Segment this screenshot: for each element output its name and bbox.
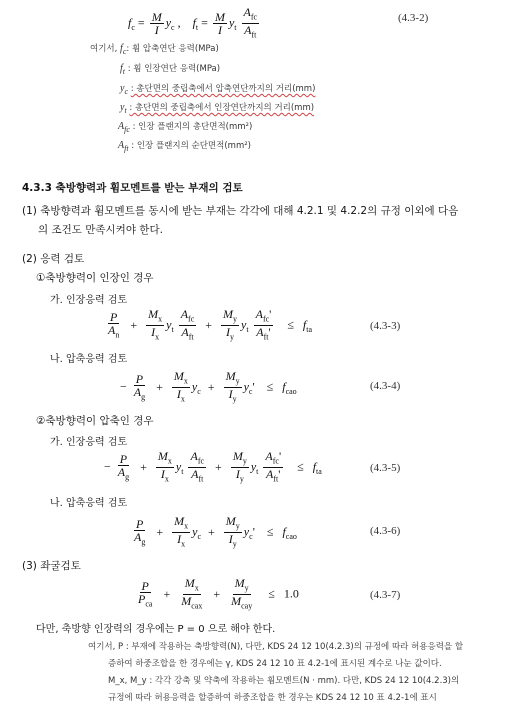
equation-number: (4.3-7) — [370, 589, 401, 601]
equation-4-3-7: $\frac{P}{P_{ca}}$ + $\frac{M_x}{M_{cax}}$ + $\frac{M_y}{M_{cay}}$ ≤ 1.0 — [138, 576, 299, 611]
equation-4-3-2: $f_c$ = $\frac{M}{I}$ $y_c$ , $f_t$ = $\frac{M}{I}$ $y_t$ $\frac{A_{fc}}{A_{ft}}$ — [128, 5, 258, 40]
legend-2-line-2: 증하여 하중조합을 한 경우에는 γ, KDS 24 12 10 표 4.2-1에 표시된 계수로 나눈 값이다. — [108, 659, 442, 669]
legend-item-text: : 인장 플랜지의 총단면적(mm²) — [132, 122, 253, 132]
equation-4-3-3: $\frac{P}{A_n}$ + $\frac{M_x}{I_x}$ $y_t$ $\frac{A_{fc}}{A_{ft}}$ + $\frac{M_y}{I_y}$ $y_t$ $\frac{A_{fc}'}{A_{ft}'}$ ≤ $f_{ta}$ — [108, 307, 313, 342]
equation-number: (4.3-4) — [370, 380, 401, 392]
legend-item: $A_{fc}$ : 인장 플랜지의 총단면적(mm²) — [118, 121, 253, 134]
legend-2-line-3: M_x, M_y : 각각 강축 및 약축에 작용하는 휨모멘트(N · mm). 다만, KDS 24 12 10(4.2.3)의 — [108, 676, 460, 686]
legend-item: $f_t$ : 휨 인장연단 응력(MPa) — [120, 63, 221, 76]
legend-item: $A_{ft}$ : 인장 플랜지의 순단면적(mm²) — [118, 140, 251, 153]
equation-number: (4.3-6) — [370, 525, 401, 537]
legend-item-text: : 총단면의 중립축에서 인장연단까지의 거리(mm) — [129, 103, 315, 113]
legend-item-text: : 휨 인장연단 응력(MPa) — [127, 64, 221, 74]
legend-item: $y_c$ : 총단면의 중립축에서 압축연단까지의 거리(mm) — [120, 83, 316, 96]
section-title: 4.3.3 축방향력과 휨모멘트를 받는 부재의 검토 — [22, 182, 243, 194]
legend-2-line-4: 규정에 따라 허용응력을 할증하여 하중조합을 한 경우는 KDS 24 12 10 표 4.2-1에 표시 — [108, 693, 437, 703]
legend-item-text: : 휨 압축연단 응력(MPa) — [126, 44, 219, 54]
paragraph-3-note: 다만, 축방향 인장력의 경우에는 P = 0 으로 해야 한다. — [36, 624, 276, 635]
legend-item: $y_t$ : 총단면의 중립축에서 인장연단까지의 거리(mm) — [120, 102, 315, 115]
legend-item-text: : 총단면의 중립축에서 압축연단까지의 거리(mm) — [130, 84, 316, 94]
case-1-tension-check: 가. 인장응력 검토 — [50, 295, 128, 306]
paragraph-1-line-2: 의 조건도 만족시켜야 한다. — [38, 224, 163, 236]
equation-number: (4.3-5) — [370, 462, 401, 474]
case-2-heading: ②축방향력이 압축인 경우 — [36, 415, 154, 427]
paragraph-1-line-1: (1) 축방향력과 휨모멘트를 동시에 받는 부재는 각각에 대해 4.2.1 및 4.2.2의 규정 이외에 다음 — [22, 205, 459, 217]
case-1-compression-check: 나. 압축응력 검토 — [50, 354, 128, 365]
paragraph-2: (2) 응력 검토 — [22, 253, 85, 265]
case-2-tension-check: 가. 인장응력 검토 — [50, 437, 128, 448]
legend-2-line-1: 여기서, P : 부재에 작용하는 축방향력(N), 다만, KDS 24 12 10(4.2.3)의 규정에 따라 허용응력을 할 — [88, 642, 464, 652]
case-2-compression-check: 나. 압축응력 검토 — [50, 498, 128, 509]
legend-intro: 여기서, $f_c$: 휨 압축연단 응력(MPa) — [90, 43, 219, 56]
equation-4-3-4: − $\frac{P}{A_g}$ + $\frac{M_x}{I_x}$ $y_c$ + $\frac{M_y}{I_y}$ $y_c'$ ≤ $f_{cao}$ — [120, 369, 297, 404]
equation-number: (4.3-2) — [398, 12, 429, 24]
case-1-heading: ①축방향력이 인장인 경우 — [36, 272, 154, 284]
equation-rhs: 1.0 — [283, 586, 299, 601]
equation-4-3-6: $\frac{P}{A_g}$ + $\frac{M_x}{I_x}$ $y_c$ + $\frac{M_y}{I_y}$ $y_c'$ ≤ $f_{cao}$ — [134, 514, 297, 549]
equation-number: (4.3-3) — [370, 320, 401, 332]
legend-intro-label: 여기서, — [90, 44, 118, 54]
paragraph-3: (3) 좌굴검토 — [22, 560, 81, 572]
legend-item-text: : 인장 플랜지의 순단면적(mm²) — [131, 141, 251, 151]
equation-4-3-5: − $\frac{P}{A_g}$ + $\frac{M_x}{I_x}$ $y_t$ $\frac{A_{fc}}{A_{ft}}$ + $\frac{M_y}{I_y}$ $y_t$ $\frac{A_{fc}'}{A_{ft}'}$ ≤ $f_{ta}$ — [104, 449, 322, 484]
